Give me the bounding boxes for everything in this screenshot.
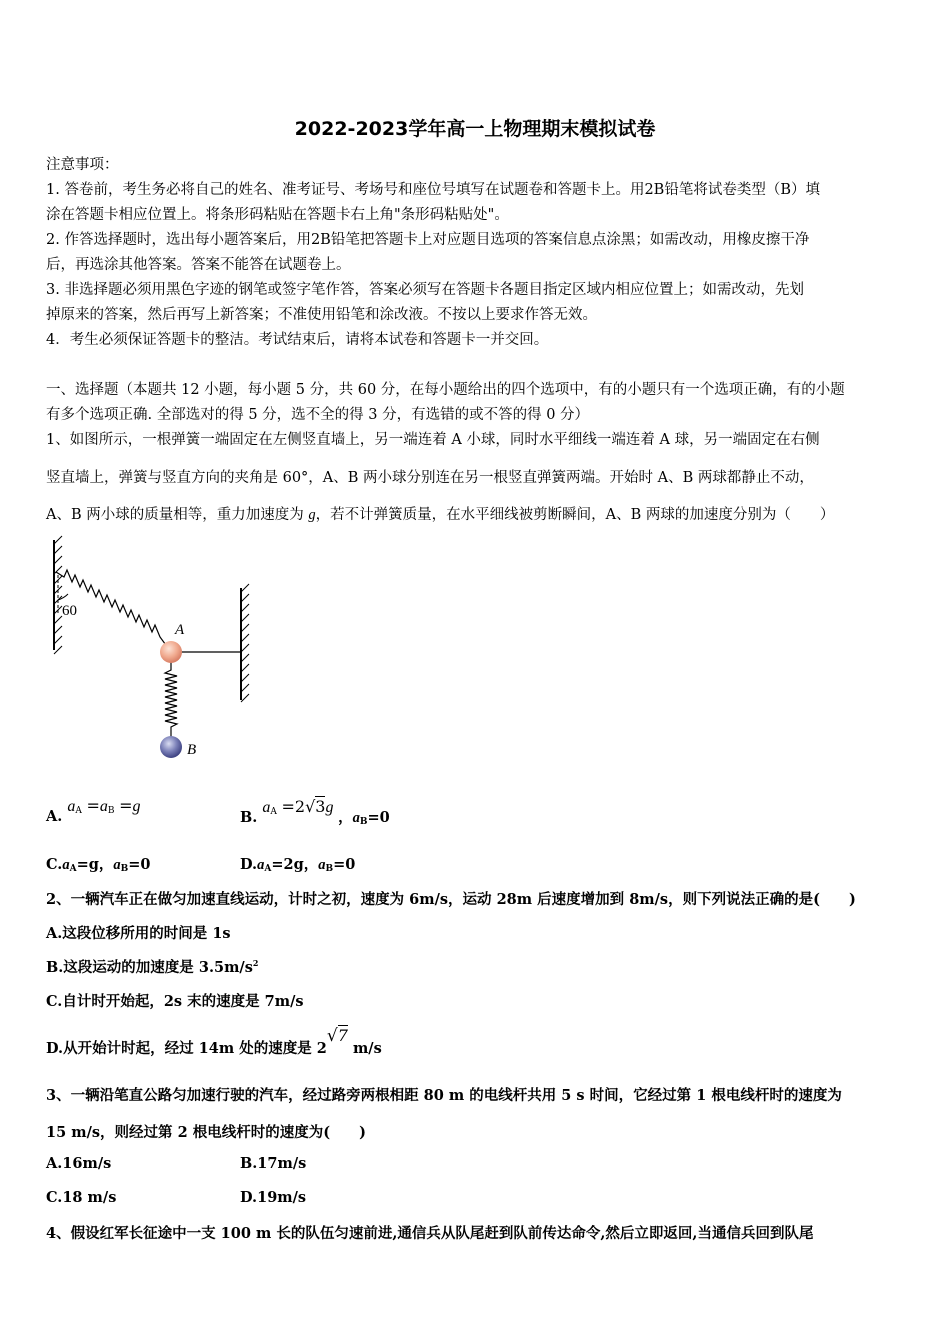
q2-option-a[interactable]: A.这段位移所用的时间是 1s: [46, 925, 231, 942]
section-heading-line: 有多个选项正确. 全部选对的得 5 分，选不全的得 3 分，有选错的或不答的得 0 分）: [46, 407, 590, 423]
q1-stem-line: A、B 两小球的质量相等，重力加速度为 g，若不计弹簧质量，在水平细线被剪断瞬间，A、B 两球的加速度分别为（ ）: [46, 507, 835, 523]
angle-label: 60: [62, 603, 77, 619]
notice-line: 1. 答卷前，考生务必将自己的姓名、准考证号、考场号和座位号填写在试题卷和答题卡上。用2B铅笔将试卷类型（B）填: [46, 182, 820, 198]
notice-line: 涂在答题卡相应位置上。将条形码粘贴在答题卡右上角"条形码粘贴处"。: [46, 207, 509, 223]
section-heading-line: 一、选择题（本题共 12 小题，每小题 5 分，共 60 分，在每小题给出的四个选项中，有的小题只有一个选项正确，有的小题: [46, 382, 845, 398]
ball-b: [160, 736, 182, 758]
q1-option-c[interactable]: $C.a_A=g$，$a_B=0$: [46, 856, 151, 874]
vertical-spring: [165, 662, 177, 738]
ball-a: [160, 641, 182, 663]
q2-stem: 2、一辆汽车正在做匀加速直线运动，计时之初，速度为 6m/s，运动 28m 后速度增加到 8m/s，则下列说法正确的是( ): [46, 891, 856, 908]
notice-line: 后，再选涂其他答案。答案不能答在试题卷上。: [46, 257, 351, 273]
q3-stem-line: 3、一辆沿笔直公路匀加速行驶的汽车，经过路旁两根相距 80 m 的电线杆共用 5 s 时间，它经过第 1 根电线杆时的速度为: [46, 1087, 842, 1104]
q2-option-d[interactable]: D.从开始计时起，经过 14m 处的速度是 2√7 m/s: [46, 1026, 382, 1057]
q1-stem-line: 1、如图所示，一根弹簧一端固定在左侧竖直墙上，另一端连着 A 小球，同时水平细线一端连着 A 球，另一端固定在右侧: [46, 432, 820, 448]
page-title: 2022-2023学年高一上物理期末模拟试卷: [294, 118, 656, 140]
q1-option-a[interactable]: A. $a_A =a_B =g$: [46, 796, 141, 825]
q2-option-c[interactable]: C.自计时开始起，2s 末的速度是 7m/s: [46, 993, 304, 1010]
q2-option-b[interactable]: B.这段运动的加速度是 $3.5m/s^2$: [46, 958, 259, 976]
notice-line: 2. 作答选择题时，选出每小题答案后，用2B铅笔把答题卡上对应题目选项的答案信息点涂黑；如需改动，用橡皮擦干净: [46, 232, 810, 248]
notice-heading: 注意事项：: [46, 157, 119, 173]
label-a: A: [175, 622, 185, 638]
q3-option-a[interactable]: A.16m/s: [46, 1155, 112, 1172]
label-b: B: [187, 742, 197, 758]
q1-option-b[interactable]: B. $a_A =2√3g$ ，$a_B=0$: [240, 797, 390, 827]
notice-line: 4．考生必须保证答题卡的整洁。考试结束后，请将本试卷和答题卡一并交回。: [46, 332, 549, 348]
q3-option-d[interactable]: D.19m/s: [240, 1189, 307, 1206]
q3-stem-line: 15 m/s，则经过第 2 根电线杆时的速度为( ): [46, 1124, 366, 1141]
q1-figure: [40, 530, 270, 770]
q4-stem-line: 4、假设红军长征途中一支 100 m 长的队伍匀速前进,通信兵从队尾赶到队前传达命令,然后立即返回,当通信兵回到队尾: [46, 1225, 814, 1242]
q1-option-d[interactable]: $D.a_A=2g$，$a_B=0$: [240, 856, 356, 874]
q1-stem-line: 竖直墙上，弹簧与竖直方向的夹角是 60°，A、B 两小球分别连在另一根竖直弹簧两端。开始时 A、B 两球都静止不动，: [46, 470, 814, 486]
q3-option-c[interactable]: C.18 m/s: [46, 1189, 117, 1206]
notice-line: 掉原来的答案，然后再写上新答案；不准使用铅笔和涂改液。不按以上要求作答无效。: [46, 307, 597, 323]
q3-option-b[interactable]: B.17m/s: [240, 1155, 307, 1172]
notice-line: 3. 非选择题必须用黑色字迹的钢笔或签字笔作答，答案必须写在答题卡各题目指定区域内相应位置上；如需改动，先划: [46, 282, 804, 298]
